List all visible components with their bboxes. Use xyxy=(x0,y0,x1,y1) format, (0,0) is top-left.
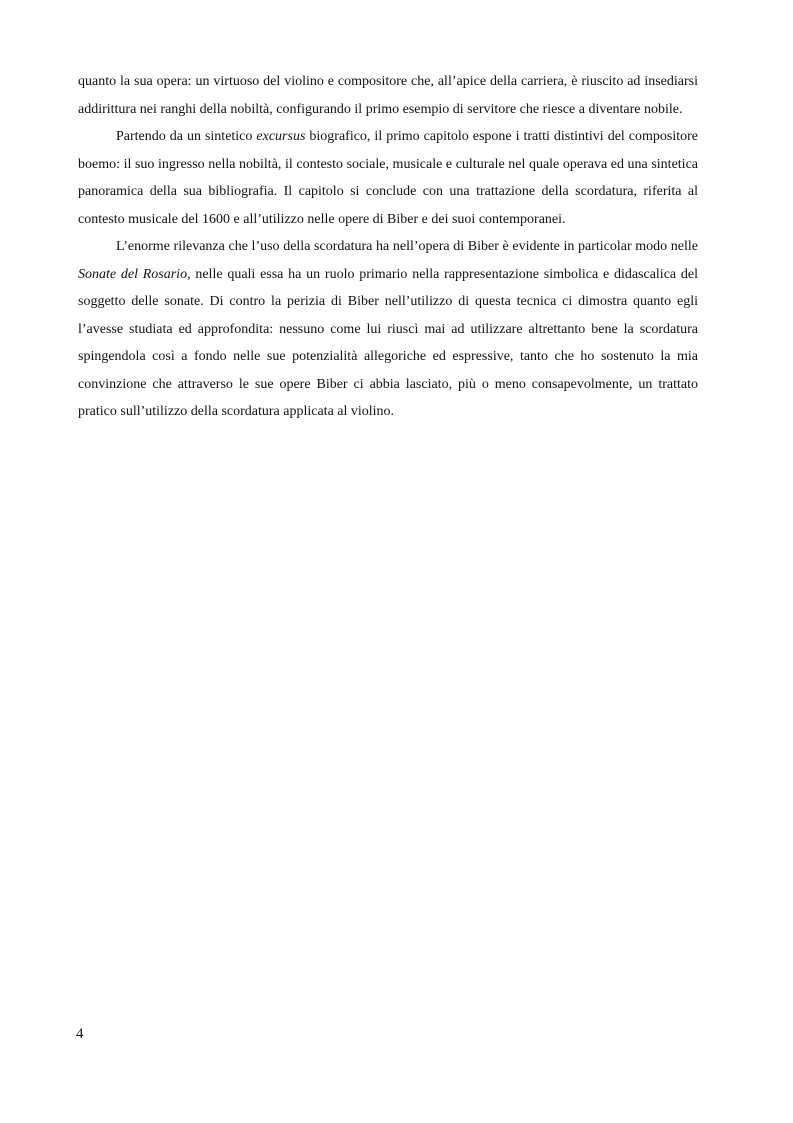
paragraph-2-italic-excursus: excursus xyxy=(256,129,306,144)
body-text xyxy=(78,68,698,426)
paragraph-3 xyxy=(78,233,698,426)
paragraph-2 xyxy=(78,123,698,233)
paragraph-3-text-b: , nelle quali essa ha un ruolo primario nella rappresentazione simbolica e didascalica del soggetto delle sonate. Di contro la perizia di Biber nell’utilizzo di questa tecnica ci dimostra quanto egli l’avesse studiata ed approfondita: nessuno come lui riuscì mai ad utilizzare altrettanto bene la scordatura spingendola così a fondo nelle sue potenzialità allegoriche ed espressive, tanto che ho sostenuto la mia convinzione che attraverso le sue opere Biber ci abbia lasciato, più o meno consapevolmente, un trattato pratico sull’utilizzo della scordatura applicata al violino. xyxy=(78,266,698,419)
paragraph-2-text-a: Partendo da un sintetico xyxy=(116,129,257,144)
paragraph-2-text-b: biografico, il primo capitolo espone i tratti distintivi del compositore boemo: il suo ingresso nella nobiltà, il contesto sociale, musicale e culturale nel quale operava ed una sintetica panoramica della sua bibliografia. Il capitolo si conclude con una trattazione della scordatura, riferita al contesto musicale del 1600 e all’utilizzo nelle opere di Biber e dei suoi contemporanei. xyxy=(78,129,698,227)
paragraph-1 xyxy=(78,68,698,123)
page-number: 4 xyxy=(76,1026,84,1042)
paragraph-3-text-a: L’enorme rilevanza che l’uso della scordatura ha nell’opera di Biber è evidente in particolar modo nelle xyxy=(116,239,698,254)
paragraph-1-text: quanto la sua opera: un virtuoso del violino e compositore che, all’apice della carriera, è riuscito ad insediarsi addirittura nei ranghi della nobiltà, configurando il primo esempio di servitore che riesce a diventare nobile. xyxy=(78,74,698,117)
paragraph-3-italic-title: Sonate del Rosario xyxy=(78,266,188,282)
